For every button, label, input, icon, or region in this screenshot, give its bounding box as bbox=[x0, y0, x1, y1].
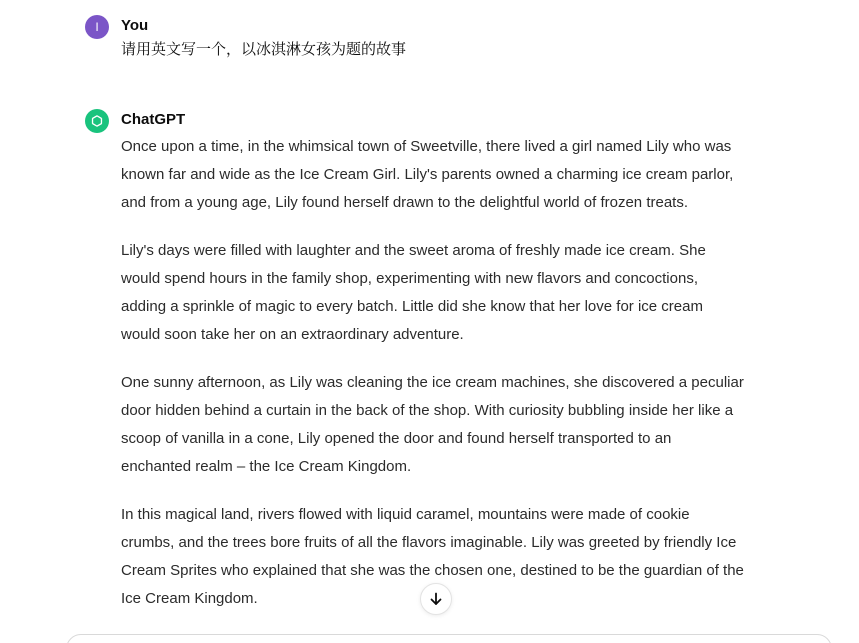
assistant-message-body bbox=[121, 109, 745, 613]
user-message bbox=[85, 15, 745, 62]
user-message-body bbox=[121, 15, 745, 62]
arrow-down-icon bbox=[428, 591, 444, 607]
openai-logo-icon bbox=[85, 109, 109, 133]
story-paragraph-2: Lily's days were filled with laughter and the sweet aroma of freshly made ice cream. She would spend hours in the family shop, experimenting with new flavors and concoctions, adding a sprinkle of magic to every batch. Little did she know that her love for ice cream would soon take her on an extraordinary adventure. bbox=[121, 242, 706, 343]
user-avatar-initial: I bbox=[95, 20, 99, 34]
assistant-message-text bbox=[121, 133, 745, 613]
user-avatar bbox=[85, 15, 109, 39]
story-paragraph-3: One sunny afternoon, as Lily was cleaning the ice cream machines, she discovered a peculiar door hidden behind a curtain in the back of the shop. With curiosity bubbling inside her like a scoop of vanilla in a cone, Lily opened the door and found herself transported to an enchanted realm – the Ice Cream Kingdom. bbox=[121, 374, 744, 475]
assistant-author-name: ChatGPT bbox=[121, 111, 186, 128]
user-author-name: You bbox=[121, 17, 149, 34]
user-message-text: 请用英文写一个，以冰淇淋女孩为题的故事 bbox=[121, 41, 407, 58]
assistant-message bbox=[85, 109, 745, 633]
story-paragraph-4: In this magical land, rivers flowed with liquid caramel, mountains were made of cookie crumbs, and the trees bore fruits of all the flavors imaginable. Lily was greeted by friendly Ice Cream Sprites who explained that she was the chosen one, destined to be the guardian of the Ice Cream Kingdom. bbox=[121, 506, 744, 607]
story-paragraph-1: Once upon a time, in the whimsical town of Sweetville, there lived a girl named Lily who was known far and wide as the Ice Cream Girl. Lily's parents owned a charming ice cream parlor, and from a young age, Lily found herself drawn to the delightful world of frozen treats. bbox=[121, 138, 734, 211]
message-composer[interactable] bbox=[66, 634, 832, 643]
scroll-to-bottom-button[interactable] bbox=[420, 583, 452, 615]
